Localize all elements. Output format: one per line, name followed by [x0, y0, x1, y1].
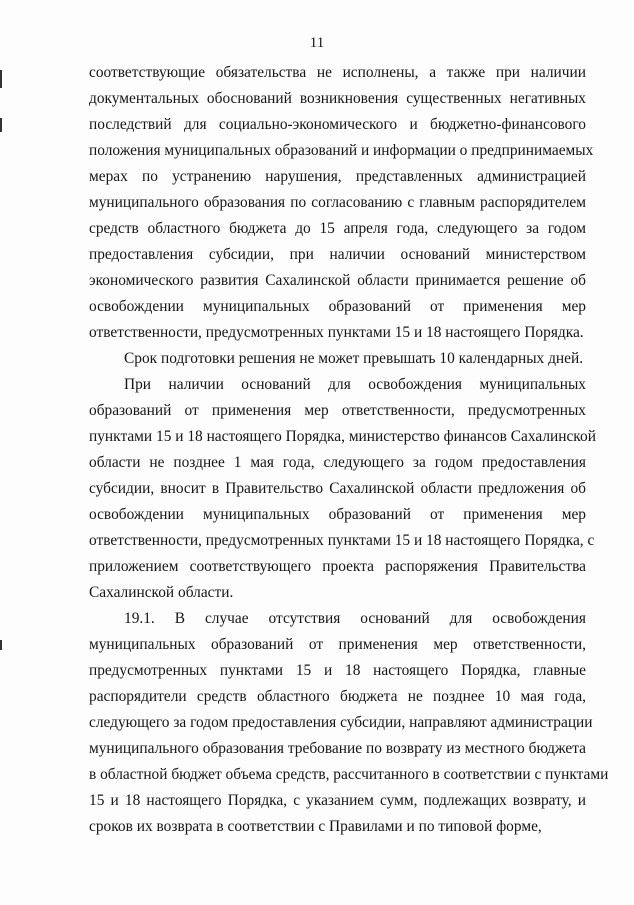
paragraph [89, 346, 586, 372]
text-line: освобождении муниципальных образований от применения мер [89, 298, 586, 315]
paragraph [89, 372, 596, 606]
text-line: муниципального образования по согласованию с главным распорядителем [89, 194, 586, 211]
text-line: пунктами 15 и 18 настоящего Порядка, министерство финансов Сахалинской [89, 428, 596, 445]
text-line: образований от применения мер ответственности, предусмотренных [89, 402, 586, 419]
text-line: субсидии, вносит в Правительство Сахалинской области предложения об [89, 480, 586, 497]
text-line: приложением соответствующего проекта распоряжения Правительства [89, 558, 586, 575]
text-line: соответствующие обязательства не исполнены, а также при наличии [89, 64, 586, 81]
text-line: освобождении муниципальных образований от применения мер [89, 506, 586, 523]
text-line: экономического развития Сахалинской области принимается решение об [89, 272, 586, 289]
text-line: предоставления субсидии, при наличии оснований министерством [89, 246, 586, 263]
text-line: мерах по устранению нарушения, представленных администрацией [89, 168, 586, 185]
page-number: 11 [309, 35, 325, 51]
text-line: документальных обоснований возникновения существенных негативных [89, 90, 586, 107]
text-line: 19.1. В случае отсутствия оснований для освобождения [124, 610, 586, 627]
text-line: в областной бюджет объема средств, рассчитанного в соответствии с пунктами [89, 766, 609, 783]
text-line: муниципальных образований от применения мер ответственности, [89, 636, 586, 653]
text-line: ответственности, предусмотренных пунктами 15 и 18 настоящего Порядка, с [89, 532, 595, 549]
text-line: области не позднее 1 мая года, следующего за годом предоставления [89, 454, 586, 471]
paragraph [89, 606, 609, 840]
text-line: средств областного бюджета до 15 апреля года, следующего за годом [89, 220, 586, 237]
scan-edge-mark [0, 640, 2, 650]
text-line: сроков их возврата в соответствии с Правилами и по типовой форме, [89, 818, 542, 835]
scan-edge-mark [0, 70, 2, 88]
text-line: Срок подготовки решения не может превышать 10 календарных дней. [124, 350, 584, 367]
text-line: При наличии оснований для освобождения муниципальных [124, 376, 586, 393]
text-line: распорядители средств областного бюджета не позднее 10 мая года, [89, 688, 586, 705]
text-line: положения муниципальных образований и информации о предпринимаемых [89, 142, 594, 159]
document-body [89, 60, 609, 840]
text-line: последствий для социально-экономического и бюджетно-финансового [89, 116, 586, 133]
scan-edge-mark [0, 118, 2, 132]
text-line: следующего за годом предоставления субсидии, направляют администрации [89, 714, 593, 731]
text-line: 15 и 18 настоящего Порядка, с указанием сумм, подлежащих возврату, и [89, 792, 586, 809]
text-line: предусмотренных пунктами 15 и 18 настоящего Порядка, главные [89, 662, 586, 679]
paragraph [89, 60, 594, 346]
text-line: Сахалинской области. [89, 584, 234, 601]
text-line: муниципального образования требование по возврату из местного бюджета [89, 740, 586, 757]
text-line: ответственности, предусмотренных пунктами 15 и 18 настоящего Порядка. [89, 324, 584, 341]
